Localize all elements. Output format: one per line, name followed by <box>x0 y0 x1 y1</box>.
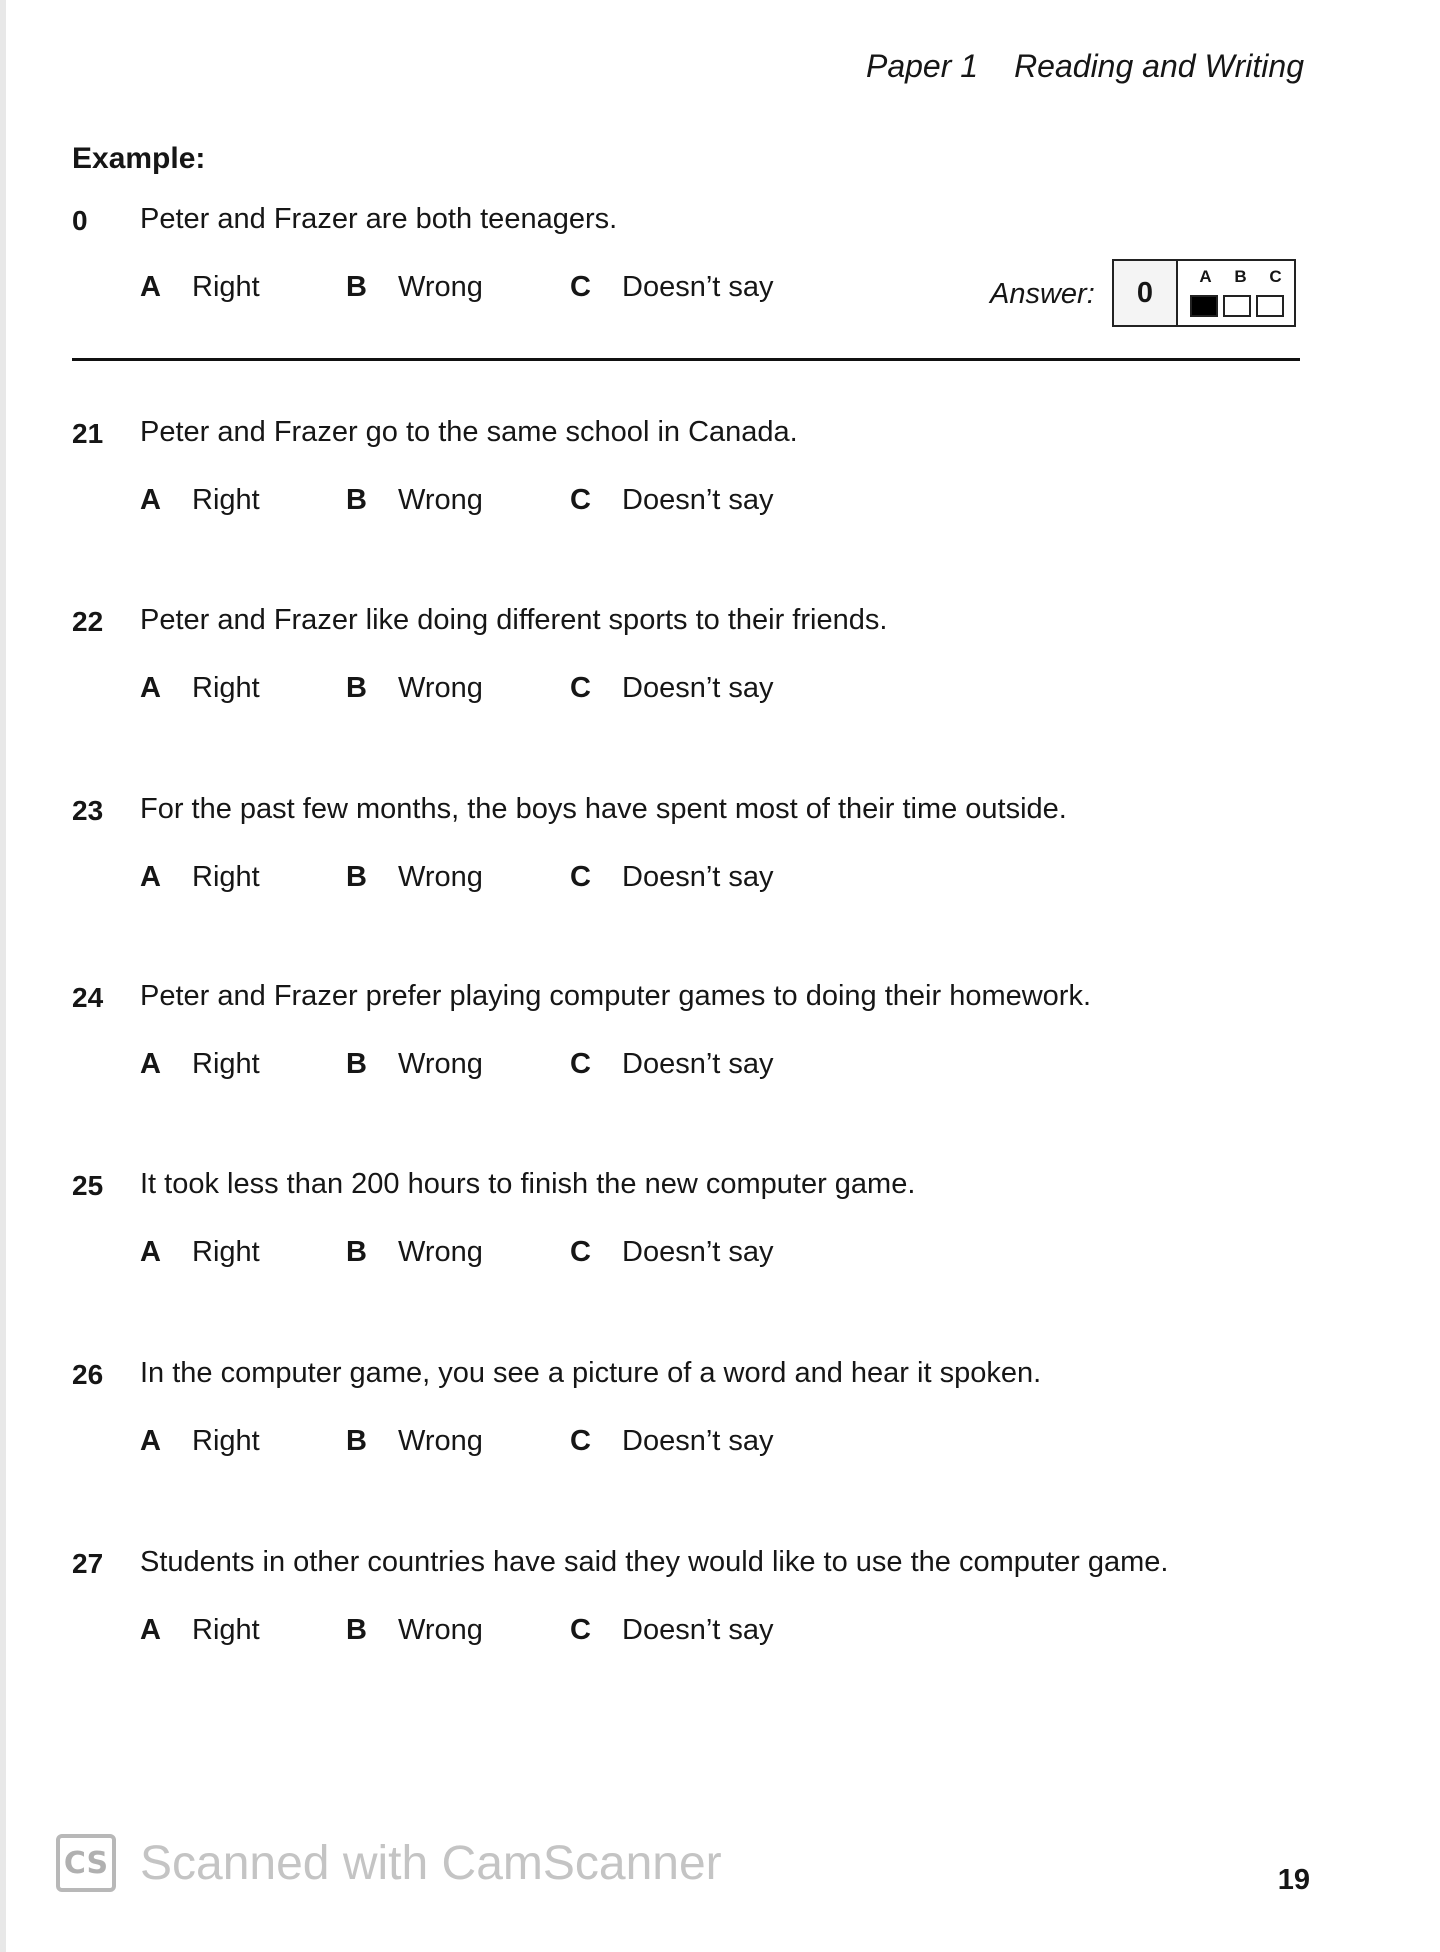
option-c <box>570 271 774 304</box>
answer-square-b <box>1223 295 1251 317</box>
option-b <box>346 1614 483 1647</box>
watermark-text: Scanned with CamScanner <box>140 1836 722 1890</box>
option-a <box>140 1425 260 1458</box>
option-text: Wrong <box>398 861 483 893</box>
question-21 <box>0 418 1440 558</box>
question-number: 21 <box>72 418 104 449</box>
option-letter: B <box>346 1614 367 1646</box>
option-letter: A <box>140 1614 161 1646</box>
option-text: Right <box>192 1048 260 1080</box>
question-number: 24 <box>72 982 104 1013</box>
option-letter: C <box>570 1425 591 1457</box>
question-number: 23 <box>72 795 104 826</box>
option-letter: A <box>140 672 161 704</box>
option-letter: C <box>570 271 591 303</box>
option-c <box>570 1614 774 1647</box>
question-stem: For the past few months, the boys have spent most of their time outside. <box>140 793 1067 825</box>
option-c <box>570 484 774 517</box>
answer-letter-c: C <box>1269 267 1282 286</box>
section-title: Reading and Writing <box>1014 48 1304 84</box>
option-a <box>140 1614 260 1647</box>
answer-letter-a: A <box>1199 267 1212 286</box>
option-text: Wrong <box>398 271 483 303</box>
option-letter: B <box>346 1425 367 1457</box>
question-25 <box>0 1170 1440 1310</box>
option-c <box>570 861 774 894</box>
question-stem: Peter and Frazer go to the same school in Canada. <box>140 416 798 448</box>
option-letter: B <box>346 1236 367 1268</box>
option-letter: B <box>346 672 367 704</box>
option-b <box>346 672 483 705</box>
option-a <box>140 861 260 894</box>
option-text: Doesn’t say <box>622 1614 774 1646</box>
option-b <box>346 1236 483 1269</box>
option-letter: B <box>346 861 367 893</box>
option-text: Wrong <box>398 1048 483 1080</box>
question-number: 27 <box>72 1548 104 1579</box>
paper-title: Paper 1 <box>865 48 979 84</box>
page-number: 19 <box>1277 1864 1310 1896</box>
option-letter: C <box>570 672 591 704</box>
answer-letters <box>1188 267 1293 287</box>
option-a <box>140 672 260 705</box>
option-c <box>570 1425 774 1458</box>
option-text: Wrong <box>398 1614 483 1646</box>
option-text: Right <box>192 271 260 303</box>
option-letter: A <box>140 861 161 893</box>
question-number: 26 <box>72 1359 104 1390</box>
answer-letter-b: B <box>1234 267 1247 286</box>
answer-square-a <box>1190 295 1218 317</box>
question-stem: Students in other countries have said they would like to use the computer game. <box>140 1546 1169 1578</box>
option-text: Right <box>192 672 260 704</box>
question-23 <box>0 795 1440 935</box>
option-text: Right <box>192 1614 260 1646</box>
answer-grid <box>1178 261 1294 325</box>
option-b <box>346 484 483 517</box>
option-b <box>346 271 483 304</box>
option-letter: B <box>346 271 367 303</box>
option-b <box>346 1425 483 1458</box>
option-letter: A <box>140 1048 161 1080</box>
option-letter: B <box>346 1048 367 1080</box>
option-letter: A <box>140 1425 161 1457</box>
question-stem: In the computer game, you see a picture of a word and hear it spoken. <box>140 1357 1042 1389</box>
option-a <box>140 271 260 304</box>
option-c <box>570 1048 774 1081</box>
option-text: Right <box>192 861 260 893</box>
option-letter: A <box>140 271 161 303</box>
question-stem: Peter and Frazer prefer playing computer games to doing their homework. <box>140 980 1092 1012</box>
option-text: Doesn’t say <box>622 1048 774 1080</box>
scanner-watermark <box>56 1834 722 1892</box>
option-text: Doesn’t say <box>622 271 774 303</box>
question-stem: Peter and Frazer are both teenagers. <box>140 203 618 235</box>
option-letter: A <box>140 484 161 516</box>
camscanner-logo-icon: CS <box>56 1834 116 1892</box>
question-number: 0 <box>72 205 88 236</box>
question-number: 22 <box>72 606 104 637</box>
question-22 <box>0 606 1440 746</box>
option-a <box>140 1236 260 1269</box>
answer-box <box>1112 259 1296 327</box>
option-text: Doesn’t say <box>622 672 774 704</box>
option-text: Doesn’t say <box>622 484 774 516</box>
option-letter: A <box>140 1236 161 1268</box>
option-letter: C <box>570 1614 591 1646</box>
option-c <box>570 672 774 705</box>
option-text: Doesn’t say <box>622 861 774 893</box>
option-text: Wrong <box>398 1425 483 1457</box>
option-a <box>140 1048 260 1081</box>
answer-number: 0 <box>1114 261 1178 325</box>
option-letter: C <box>570 1236 591 1268</box>
question-24 <box>0 982 1440 1122</box>
option-b <box>346 1048 483 1081</box>
option-letter: C <box>570 1048 591 1080</box>
option-text: Wrong <box>398 484 483 516</box>
option-text: Right <box>192 484 260 516</box>
option-letter: C <box>570 861 591 893</box>
answer-square-c <box>1256 295 1284 317</box>
option-letter: C <box>570 484 591 516</box>
option-c <box>570 1236 774 1269</box>
option-text: Right <box>192 1425 260 1457</box>
question-number: 25 <box>72 1170 104 1201</box>
option-text: Right <box>192 1236 260 1268</box>
answer-squares <box>1190 295 1284 317</box>
divider <box>72 358 1300 361</box>
question-stem: Peter and Frazer like doing different sports to their friends. <box>140 604 888 636</box>
option-text: Wrong <box>398 1236 483 1268</box>
example-heading: Example: <box>72 142 206 175</box>
question-26 <box>0 1359 1440 1499</box>
option-text: Wrong <box>398 672 483 704</box>
question-stem: It took less than 200 hours to finish the new computer game. <box>140 1168 916 1200</box>
question-27 <box>0 1548 1440 1688</box>
option-letter: B <box>346 484 367 516</box>
page-header <box>866 48 1304 85</box>
option-text: Doesn’t say <box>622 1425 774 1457</box>
answer-label: Answer: <box>990 278 1095 310</box>
option-b <box>346 861 483 894</box>
option-text: Doesn’t say <box>622 1236 774 1268</box>
option-a <box>140 484 260 517</box>
